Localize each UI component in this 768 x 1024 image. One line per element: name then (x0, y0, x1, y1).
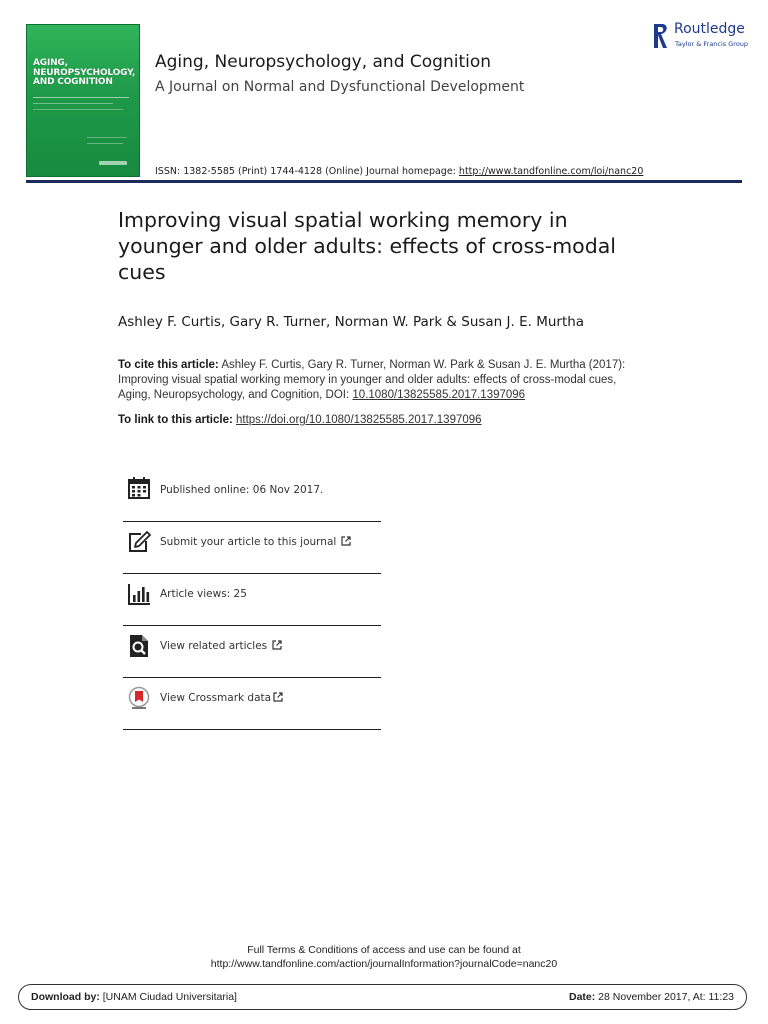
submit-article-text: Submit your article to this journal (160, 536, 337, 548)
citation-doi-link[interactable]: 10.1080/13825585.2017.1397096 (352, 389, 526, 401)
download-info-bar (18, 984, 747, 1010)
cover-rule (87, 143, 123, 144)
article-link-label: To link to this article: (118, 414, 236, 426)
header-divider (26, 180, 742, 183)
issn-line (155, 166, 643, 177)
bar-chart-icon (127, 582, 151, 606)
related-articles-item[interactable] (123, 626, 381, 678)
external-link-icon (273, 692, 283, 702)
crossmark-icon (127, 686, 151, 710)
published-online-label: Published online: 06 Nov 2017. (160, 484, 324, 496)
terms-notice (0, 943, 768, 971)
crossmark-text: View Crossmark data (160, 692, 272, 704)
external-link-icon (341, 536, 351, 546)
citation-text: Ashley F. Curtis, Gary R. Turner, Norman W. Park & Susan J. E. Murtha (2017): Improving visual spatial working memory in younger and older adults: effects of cross-modal cues, Aging, Neuropsychology, and Cognition, DOI: (118, 359, 626, 401)
cover-rule (87, 137, 127, 138)
pencil-icon (127, 530, 151, 554)
routledge-r-icon (652, 22, 670, 50)
submit-article-item[interactable] (123, 522, 381, 574)
download-date-value: 28 November 2017, At: 11:23 (595, 991, 734, 1003)
article-doi-link[interactable]: https://doi.org/10.1080/13825585.2017.1397096 (236, 414, 482, 426)
terms-url-link[interactable]: http://www.tandfonline.com/action/journalInformation?journalCode=nanc20 (210, 958, 558, 970)
journal-subtitle: A Journal on Normal and Dysfunctional Development (155, 79, 525, 95)
cover-rule (33, 97, 129, 98)
publisher-name: Routledge (674, 21, 745, 37)
download-date (569, 991, 734, 1003)
article-authors: Ashley F. Curtis, Gary R. Turner, Norman W. Park & Susan J. E. Murtha (118, 314, 585, 330)
cover-rule (33, 103, 113, 104)
article-info-list (123, 468, 381, 730)
journal-cover (26, 24, 140, 177)
download-date-label: Date: (569, 991, 596, 1003)
journal-title: Aging, Neuropsychology, and Cognition (155, 52, 492, 72)
calendar-icon (127, 476, 151, 500)
download-by-value: [UNAM Ciudad Universitaria] (99, 991, 237, 1003)
download-by-label: Download by: (31, 991, 100, 1003)
terms-line: Full Terms & Conditions of access and use can be found at (247, 944, 521, 956)
submit-article-label[interactable] (160, 536, 351, 548)
journal-homepage-link[interactable]: http://www.tandfonline.com/loi/nanc20 (458, 166, 644, 177)
cover-rule (33, 109, 123, 110)
external-link-icon (272, 640, 282, 650)
document-search-icon (127, 634, 151, 658)
related-articles-text: View related articles (160, 640, 268, 652)
article-link (118, 414, 482, 426)
publisher-subtitle: Taylor & Francis Group (675, 40, 749, 48)
cover-publisher-mark (99, 161, 127, 165)
publisher-logo[interactable] (652, 20, 749, 50)
download-by (31, 991, 237, 1003)
article-views-label: Article views: 25 (160, 588, 247, 600)
article-views-item (123, 574, 381, 626)
issn-text: ISSN: 1382-5585 (Print) 1744-4128 (Online) Journal homepage: (155, 166, 459, 177)
crossmark-label[interactable] (160, 692, 283, 704)
cover-title: AGING, NEUROPSYCHOLOGY, AND COGNITION (33, 58, 136, 87)
citation (118, 358, 638, 403)
article-title: Improving visual spatial working memory in younger and older adults: effects of cross-modal cues (118, 208, 616, 284)
related-articles-label[interactable] (160, 640, 282, 652)
crossmark-item[interactable] (123, 678, 381, 730)
published-online-item (123, 468, 381, 522)
citation-label: To cite this article: (118, 359, 219, 371)
